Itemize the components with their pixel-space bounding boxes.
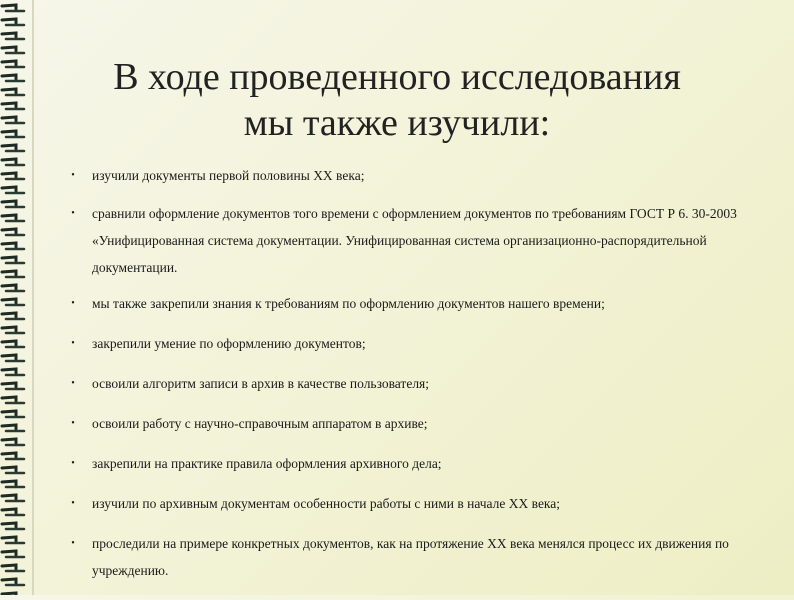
bullet-dot: • bbox=[71, 458, 75, 469]
slide-title-line-2: мы также изучили: bbox=[243, 102, 551, 144]
bullet-dot: • bbox=[71, 208, 75, 219]
bullet-text: закрепили на практике правила оформления архивного дела; bbox=[92, 456, 442, 471]
bullet-item-1 bbox=[71, 162, 752, 189]
bullet-item-4 bbox=[71, 330, 752, 357]
bullet-item-8 bbox=[71, 490, 752, 517]
bullet-dot: • bbox=[71, 298, 75, 309]
bullet-dot: • bbox=[71, 378, 75, 389]
bullet-dot: • bbox=[71, 498, 75, 509]
bullet-text: проследили на примере конкретных документов, как на протяжение XX века менялся процесс их движения по учреждению. bbox=[92, 536, 729, 578]
bullet-text: изучили документы первой половины XX века; bbox=[92, 168, 365, 183]
bullet-text: освоили алгоритм записи в архив в качестве пользователя; bbox=[92, 376, 430, 391]
bullet-text: освоили работу с научно-справочным аппаратом в архиве; bbox=[92, 416, 428, 431]
bullet-dot: • bbox=[71, 418, 75, 429]
slide-title-line-1: В ходе проведенного исследования bbox=[113, 56, 681, 98]
bullet-item-7 bbox=[71, 450, 752, 477]
bullet-dot: • bbox=[71, 538, 75, 549]
bullet-item-5 bbox=[71, 370, 752, 397]
bullet-item-2 bbox=[71, 200, 752, 281]
bullet-item-6 bbox=[71, 410, 752, 437]
bullet-item-3 bbox=[71, 290, 752, 317]
bullet-text: мы также закрепили знания к требованиям по оформлению документов нашего времени; bbox=[92, 296, 605, 311]
bullet-text: закрепили умение по оформлению документов; bbox=[92, 336, 366, 351]
bullet-item-9 bbox=[71, 530, 752, 584]
bullet-dot: • bbox=[71, 338, 75, 349]
bullet-text: изучили по архивным документам особенности работы с ними в начале XX века; bbox=[92, 496, 561, 511]
bullet-text: сравнили оформление документов того времени с оформлением документов по требованиям ГОСТ Р 6. 30-2003 «Унифицированная система документации. Унифицированная система организационно-распорядительной документации. bbox=[92, 206, 737, 275]
bullet-dot: • bbox=[71, 170, 75, 181]
